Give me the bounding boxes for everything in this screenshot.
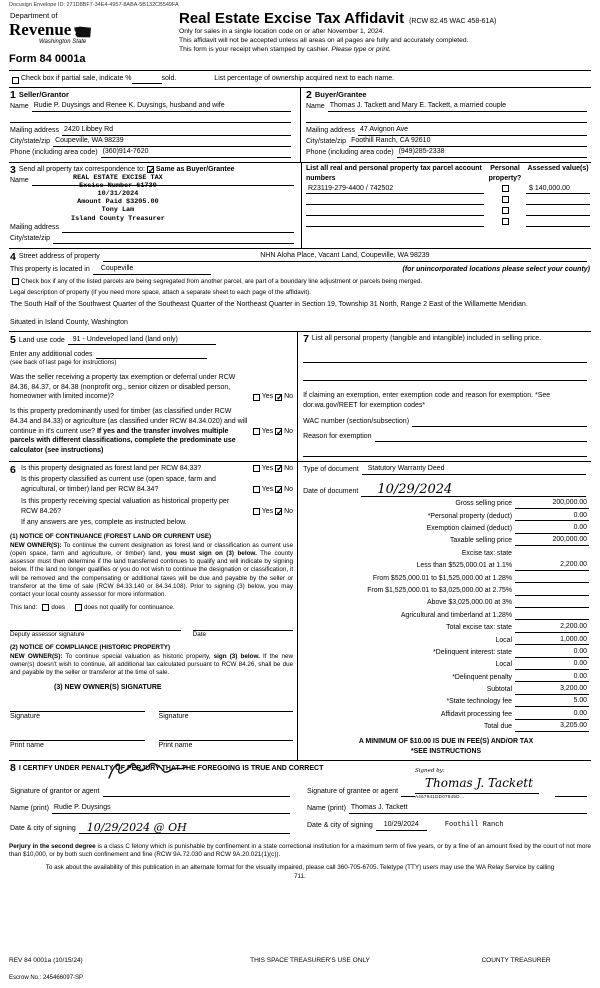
tax-line-value[interactable]: 0.00 xyxy=(515,523,589,534)
deputy-assessor-date-line[interactable] xyxy=(193,623,293,631)
new-owner-signature-line-1[interactable] xyxy=(10,704,145,712)
title-block xyxy=(177,11,591,67)
wac-number-label: WAC number (section/subsection) xyxy=(303,417,410,425)
section-5-number: 5 xyxy=(10,333,16,346)
form-number: Form 84 0001a xyxy=(9,53,86,66)
s6-q3-yes-checkbox[interactable] xyxy=(253,508,260,515)
continuance-qualify-row: This land: does does not qualify for continuance. xyxy=(10,603,175,611)
new-owner-print-line-1[interactable] xyxy=(10,733,145,741)
grantee-date-value[interactable]: 10/29/2024 xyxy=(376,820,427,831)
located-in-value[interactable]: Coupeville xyxy=(93,264,211,275)
signed-by-label: Signed by: xyxy=(415,767,445,774)
dor-logo xyxy=(9,11,177,67)
tax-line-label: Total due xyxy=(484,723,512,731)
seller-city-value[interactable]: Coupeville, WA 98239 xyxy=(53,136,291,147)
deputy-assessor-signature-line[interactable] xyxy=(10,623,181,631)
parcel-number-field-2[interactable] xyxy=(306,197,484,205)
tax-line-label: From $1,525,000.01 to $3,025,000.00 at 2.75% xyxy=(367,586,512,594)
tax-line-label: Exemption claimed (deduct) xyxy=(426,525,512,533)
street-address-value[interactable]: NHN Aloha Place, Vacant Land, Coupeville, WA 98239 xyxy=(103,251,587,262)
alt-format-note: To ask about the availability of this publication in an alternate format for the visually impaired, please call 360-705-6705. Teletype (TTY) users may use the WA Relay Service by calling 711. xyxy=(45,864,555,880)
docusign-signature-block xyxy=(415,768,555,801)
correspondence-name-label: Name xyxy=(10,177,29,185)
stamp-line: Amount Paid $3205.00 xyxy=(77,198,159,207)
s6-question-2: Is this property classified as current use (open space, farm and agricultural, or timber) land per RCW 84.34? xyxy=(21,476,216,494)
grantor-signature-label: Signature of grantor or agent xyxy=(10,787,100,795)
assessed-value-field-2[interactable] xyxy=(526,197,590,205)
tax-line-value[interactable]: 0.00 xyxy=(515,511,589,522)
section-2-buyer xyxy=(300,88,591,162)
tax-line-label: Subtotal xyxy=(486,686,512,694)
send-correspondence-label: Send all property tax correspondence to: xyxy=(18,166,145,174)
tax-line-value[interactable]: 0.00 xyxy=(515,672,589,683)
form-header xyxy=(9,10,591,70)
same-as-buyer-label: Same as Buyer/Grantee xyxy=(155,166,235,174)
stamp-line: Island County Treasurer xyxy=(71,214,165,223)
s6-q1-no-checkbox[interactable] xyxy=(275,465,282,472)
partial-sale-checkbox[interactable] xyxy=(12,77,19,84)
land-use-code-label: Land use code xyxy=(18,336,65,344)
sections-5-7 xyxy=(9,331,591,460)
type-of-document-label: Type of document xyxy=(303,465,359,473)
new-owner-print-line-2[interactable] xyxy=(159,733,294,741)
tax-computation-panel xyxy=(297,462,591,761)
buyer-phone-value[interactable]: (949)285-2338 xyxy=(397,147,587,158)
additional-codes-label: Enter any additional codes xyxy=(10,350,93,358)
personal-property-intro: List all personal property (tangible and intangible) included in selling price. xyxy=(311,335,542,343)
partial-sale-label: Check box if partial sale, indicate % xyxy=(21,75,132,83)
header-note-2: This affidavit will not be accepted unless all areas on all pages are fully and accurately completed. xyxy=(179,37,469,45)
parcel-number-field-3[interactable] xyxy=(306,208,484,216)
assessed-value-field-4[interactable] xyxy=(526,219,590,227)
partial-sale-row xyxy=(9,70,591,87)
buyer-phone-label: Phone (including area code) xyxy=(306,148,394,156)
excise-tax-stamp xyxy=(71,174,165,223)
s6-q2-yes-checkbox[interactable] xyxy=(253,486,260,493)
deputy-assessor-label: Deputy assessor signature xyxy=(10,630,85,638)
s6-q2-no-checkbox[interactable] xyxy=(275,486,282,493)
signature-caption-1: Signature xyxy=(10,713,40,721)
tax-line-value[interactable]: 2,200.00 xyxy=(515,560,589,571)
tax-line-value[interactable]: 5.00 xyxy=(515,696,589,707)
reason-exemption-label: Reason for exemption xyxy=(303,432,372,440)
buyer-name-value[interactable]: Thomas J. Tackett and Mary E. Tackett, a married couple xyxy=(328,101,587,112)
grantee-signature-label: Signature of grantee or agent xyxy=(307,787,399,795)
street-address-label: Street address of property xyxy=(18,253,100,261)
tax-line-label: Excise tax: state xyxy=(461,549,512,557)
section-8 xyxy=(9,760,591,839)
s5-q2-answer: Yes ✓ No xyxy=(251,427,293,437)
section-7 xyxy=(297,332,591,460)
assessed-value-header: Assessed value(s) xyxy=(527,164,589,172)
stamp-line: REAL ESTATE EXCISE TAX xyxy=(73,173,163,182)
parties-section xyxy=(9,87,591,162)
grantee-signature: Thomas J. Tackett xyxy=(415,775,539,794)
rcw-reference: (RCW 82.45 WAC 458-61A) xyxy=(409,18,497,25)
seller-city-label: City/state/zip xyxy=(10,137,51,145)
land-use-code-value[interactable]: 91 - Undeveloped land (land only) xyxy=(68,335,216,346)
parcel-number-value[interactable]: R23119-279-4400 / 742502 xyxy=(306,184,484,195)
stamp-line: Tony Lam xyxy=(101,206,135,215)
grantor-date-city-value[interactable]: 10/29/2024 @ OH xyxy=(79,822,290,834)
tax-line-value[interactable]: 3,200.00 xyxy=(515,684,589,695)
buyer-name-label: Name xyxy=(306,102,325,110)
additional-codes-note: (see back of last page for instructions) xyxy=(10,359,117,367)
section-5 xyxy=(9,332,297,460)
docusign-envelope-id: Docusign Envelope ID: 271D8BF7-34E4-4957-8ABA-5B132CB549FA xyxy=(9,2,179,8)
s6-q1-answer: Yes ✓ No xyxy=(251,464,293,474)
notice-compliance-title: (2) NOTICE OF COMPLIANCE (HISTORIC PROPERTY) xyxy=(10,644,171,652)
grantee-signing-block xyxy=(303,767,590,834)
docusign-signature-id: A467941DD07845D... xyxy=(415,794,465,800)
date-of-document-value[interactable]: 10/29/2024 xyxy=(361,483,586,497)
situated-in-value: Situated in Island County, Washington xyxy=(10,318,128,326)
footer-row xyxy=(9,956,591,965)
tax-line-value[interactable] xyxy=(515,612,589,620)
buyer-name-line-2[interactable] xyxy=(306,115,587,123)
personal-property-header: Personal property? xyxy=(488,164,522,182)
personal-property-checkbox-1[interactable] xyxy=(502,185,509,192)
tax-line-label: Taxable selling price xyxy=(449,537,512,545)
grantee-name-value[interactable]: Thomas J. Tackett xyxy=(349,803,587,814)
seller-name-line-2[interactable] xyxy=(10,115,291,123)
seller-title: Seller/Grantor xyxy=(18,90,69,100)
exemption-instructions: If claiming an exemption, enter exemption code and reason for exemption. *See dor.wa.gov/REET for exemption codes* xyxy=(303,391,551,409)
tax-line-value[interactable]: 200,000.00 xyxy=(515,498,589,509)
section-2-number: 2 xyxy=(306,89,312,102)
grantee-city-value[interactable]: Foothill Ranch xyxy=(444,820,504,829)
type-of-document-value[interactable]: Statutory Warranty Deed xyxy=(362,464,586,475)
buyer-mailing-value[interactable]: 47 Avignon Ave xyxy=(358,125,587,136)
s6-q3-answer: Yes ✓ No xyxy=(251,507,293,517)
tax-line-value[interactable] xyxy=(515,575,589,583)
deputy-date-label: Date xyxy=(192,630,206,638)
tax-line-label: *Delinquent penalty xyxy=(452,673,512,681)
same-as-buyer-checkbox[interactable] xyxy=(147,166,154,173)
tax-line-value[interactable]: 200,000.00 xyxy=(515,535,589,546)
land-does-not-checkbox[interactable] xyxy=(75,604,82,611)
see-instructions-note: *SEE INSTRUCTIONS xyxy=(411,747,482,755)
s5-q2-no-checkbox[interactable] xyxy=(275,428,282,435)
s6-question-3: Is this property receiving special valuation as historical property per RCW 84.26? xyxy=(21,497,230,515)
buyer-city-label: City/state/zip xyxy=(306,137,347,145)
notice-continuance-title: (1) NOTICE OF CONTINUANCE (FOREST LAND OR CURRENT USE) xyxy=(10,533,212,541)
personal-property-checkbox-4[interactable] xyxy=(502,218,509,225)
date-of-document-label: Date of document xyxy=(303,487,359,495)
notice-compliance-body: NEW OWNER(S): To continue special valuation as historic property, sign (3) below. If the new owner(s) doesn't wish to continue, all additional tax calculated pursuant to RCW 84.26, shall be due and payable by the seller or transferor at the time of sale. xyxy=(10,652,294,677)
county-treasurer-label: COUNTY TREASURER xyxy=(481,956,551,964)
personal-property-line-1[interactable] xyxy=(303,355,587,363)
section-8-number: 8 xyxy=(10,762,16,775)
seller-phone-value[interactable]: (360)914-7620 xyxy=(101,147,291,158)
tax-line-value[interactable]: 3,205.00 xyxy=(515,721,589,732)
s5-q1-no-checkbox[interactable] xyxy=(275,394,282,401)
signature-caption-2: Signature xyxy=(158,713,189,721)
grantor-signature-line[interactable] xyxy=(103,789,290,797)
grantee-print-name-label: Name (print) xyxy=(307,804,346,812)
ownership-note: List percentage of ownership acquired next to each name. xyxy=(214,75,395,83)
escrow-number: Escrow No.: 245466097-SP xyxy=(9,974,84,981)
washington-state-label: Washington State xyxy=(39,38,87,45)
located-in-note: (for unincorporated locations please select your county) xyxy=(402,266,590,274)
s5-question-1: Was the seller receiving a property tax exemption or deferral under RCW 84.36, 84.37, or 84.38 (nonprofit org., senior citizen or disabled person, homeowner with limited income)? xyxy=(10,373,236,401)
grantor-signing-block xyxy=(10,786,303,834)
tax-line-label: Agricultural and timberland at 1.28% xyxy=(400,611,512,619)
section-3-number: 3 xyxy=(10,163,16,176)
section-6 xyxy=(9,462,297,761)
legal-description-value[interactable]: The South Half of the Southwest Quarter of the Southeast Quarter of the Northeast Quarter in Section 19, Township 31 North, Range 2 East of the Willamette Meridian. xyxy=(10,300,528,308)
grantor-date-city-label: Date & city of signing xyxy=(10,824,76,832)
parcel-number-field-4[interactable] xyxy=(306,219,484,227)
tax-line-label: Affidavit processing fee xyxy=(440,710,512,718)
land-does-checkbox[interactable] xyxy=(42,604,49,611)
print-name-caption-2: Print name xyxy=(158,742,193,750)
segregated-label: Check box if any of the listed parcels are being segregated from another parcel, are part of a boundary line adjustment or parcels being merged. xyxy=(21,278,423,286)
sections-6-tax xyxy=(9,461,591,761)
tax-line-value[interactable]: 0.00 xyxy=(515,647,589,658)
tax-line-value[interactable] xyxy=(515,600,589,608)
partial-sale-sold-label: sold. xyxy=(161,75,177,83)
tax-line-label: Local xyxy=(495,661,512,669)
seller-mailing-value[interactable]: 2420 Libbey Rd xyxy=(62,125,291,136)
certify-statement: I CERTIFY UNDER PENALTY OF PERJURY THAT THE FOREGOING IS TRUE AND CORRECT xyxy=(18,764,324,772)
s5-question-2: Is this property predominantly used for timber (as classified under RCW 84.34 and 84.33) or agriculture (as classified under RCW 84.34.020) and will continue in it's current use? If yes and the transfer involves multiple parcels with different classifications, complete the predominate use calculator (see instructions) xyxy=(10,408,248,455)
s6-q2-answer: Yes ✓ No xyxy=(251,485,293,495)
grantor-signature xyxy=(105,758,189,784)
tax-line-label: From $525,000.01 to $1,525,000.00 at 1.28% xyxy=(372,574,512,582)
tax-line-label: Above $3,025,000.00 at 3% xyxy=(426,599,512,607)
form-title: Real Estate Excise Tax Affidavit xyxy=(179,10,405,27)
personal-property-checkbox-3[interactable] xyxy=(502,207,509,214)
revenue-wordmark: Revenue xyxy=(9,19,72,39)
washington-state-icon xyxy=(73,26,92,38)
section-1-seller xyxy=(9,88,300,162)
assessed-value[interactable]: $ 140,000.00 xyxy=(526,184,590,195)
header-note-3: This form is your receipt when stamped by cashier. Please type or print. xyxy=(179,46,391,54)
reason-exemption-field[interactable] xyxy=(375,434,587,442)
section-3-right xyxy=(301,163,591,249)
print-name-caption-1: Print name xyxy=(10,742,44,750)
grantee-date-city-label: Date & city of signing xyxy=(307,821,373,829)
rev-number: REV 84 0001a (10/15/24) xyxy=(9,956,83,964)
tax-line-value[interactable] xyxy=(515,588,589,596)
notice-continuance-body: NEW OWNER(S): To continue the current designation as forest land or classification as current use (open space, farm and agriculture, or timber) land, you must sign on (3) below. The county assessor must then determine if the land transferred continues to qualify and will indicate by signing below. If the land no longer qualifies or you do not wish to continue the designation or classification, it will be removed and the compensating or additional taxes will be due and payable by the seller or transferor at the time of sale (RCW 84.33.140 or 84.34.108). Prior to signing (3) below, you may contact your local county assessor for more information. xyxy=(10,541,294,599)
section-1-number: 1 xyxy=(10,89,16,102)
located-in-label: This property is located in xyxy=(10,266,90,274)
correspondence-city-field[interactable] xyxy=(53,236,294,244)
new-owner-signature-line-2[interactable] xyxy=(159,704,294,712)
tax-line-value xyxy=(515,550,589,558)
section-3 xyxy=(9,162,591,249)
new-owner-signature-title: (3) NEW OWNER(S) SIGNATURE xyxy=(54,684,162,692)
tax-line-value[interactable]: 1,000.00 xyxy=(515,635,589,646)
section-7-number: 7 xyxy=(303,333,309,346)
s5-q1-answer: Yes ✓ No xyxy=(251,392,293,402)
tax-line-label: *State technology fee xyxy=(446,698,512,706)
buyer-title: Buyer/Grantee xyxy=(314,90,367,100)
treasurer-space-label: THIS SPACE TREASURER'S USE ONLY xyxy=(250,956,370,964)
this-land-label: This land: xyxy=(10,603,38,611)
tax-line-value[interactable]: 0.00 xyxy=(515,709,589,720)
segregated-checkbox[interactable] xyxy=(12,278,19,285)
dept-of-label: Department of xyxy=(10,11,58,20)
seller-name-value[interactable]: Rudie P. Duysings and Renee K. Duysings, husband and wife xyxy=(32,101,291,112)
tax-line-label: Less than $525,000.01 at 1.1% xyxy=(416,562,512,570)
reason-exemption-line-2[interactable] xyxy=(303,449,587,457)
s5-q2-yes-checkbox[interactable] xyxy=(253,428,260,435)
stamp-line: 10/31/2024 xyxy=(97,190,139,199)
tax-line-label: Total excise tax: state xyxy=(446,624,512,632)
wac-number-field[interactable] xyxy=(412,419,587,427)
tax-line-value[interactable]: 0.00 xyxy=(515,659,589,670)
legal-description-label: Legal description of property (if you need more space, attach a separate sheet to each page of the affidavit). xyxy=(10,288,311,296)
personal-property-line-2[interactable] xyxy=(303,373,587,381)
correspondence-city-label: City/state/zip xyxy=(10,235,51,243)
if-any-yes-note: If any answers are yes, complete as instructed below. xyxy=(21,519,187,527)
tax-line-label: Gross selling price xyxy=(455,500,512,508)
seller-name-label: Name xyxy=(10,102,29,110)
stamp-line: Excise Number 61730 xyxy=(79,181,157,190)
partial-sale-percent-field[interactable] xyxy=(132,76,162,84)
tax-line-value[interactable]: 2,200.00 xyxy=(515,622,589,633)
assessed-value-field-3[interactable] xyxy=(526,208,590,216)
tax-line-label: *Personal property (deduct) xyxy=(427,512,512,520)
section-4-number: 4 xyxy=(10,250,16,263)
additional-codes-field[interactable] xyxy=(96,351,208,359)
tax-line-label: *Delinquent interest: state xyxy=(433,648,512,656)
seller-mailing-label: Mailing address xyxy=(10,126,60,134)
parcel-numbers-header: List all real and personal property tax parcel account numbers xyxy=(306,164,482,182)
personal-property-checkbox-2[interactable] xyxy=(502,196,509,203)
s6-q1-yes-checkbox[interactable] xyxy=(253,465,260,472)
section-3-left xyxy=(9,163,301,249)
section-4 xyxy=(9,248,591,331)
tax-line-label: Local xyxy=(495,636,512,644)
buyer-city-value[interactable]: Foothill Ranch, CA 92610 xyxy=(349,136,587,147)
s6-question-1: Is this property designated as forest land per RCW 84.33? xyxy=(21,464,202,472)
s5-q1-yes-checkbox[interactable] xyxy=(253,394,260,401)
section-6-number: 6 xyxy=(10,463,16,476)
correspondence-mailing-field[interactable] xyxy=(62,225,294,233)
seller-phone-label: Phone (including area code) xyxy=(10,148,98,156)
header-note-1: Only for sales in a single location code on or after November 1, 2024. xyxy=(179,27,385,35)
grantor-print-name-label: Name (print) xyxy=(10,804,49,812)
minimum-due-note: A MINIMUM OF $10.00 IS DUE IN FEE(S) AND/OR TAX xyxy=(358,737,534,745)
s6-q3-no-checkbox[interactable] xyxy=(275,508,282,515)
grantor-name-value[interactable]: Rudie P. Duysings xyxy=(52,803,290,814)
perjury-statement: Perjury in the second degree is a class C felony which is punishable by confinement in a state correctional institution for a maximum term of five years, or by a fine of an amount fixed by the court of not more than $10,000, or by both such confinement and fine (RCW 9A.72.030 and RCW 9A.20.021(1)(c)). xyxy=(9,842,592,859)
correspondence-mailing-label: Mailing address xyxy=(10,224,60,232)
buyer-mailing-label: Mailing address xyxy=(306,126,356,134)
